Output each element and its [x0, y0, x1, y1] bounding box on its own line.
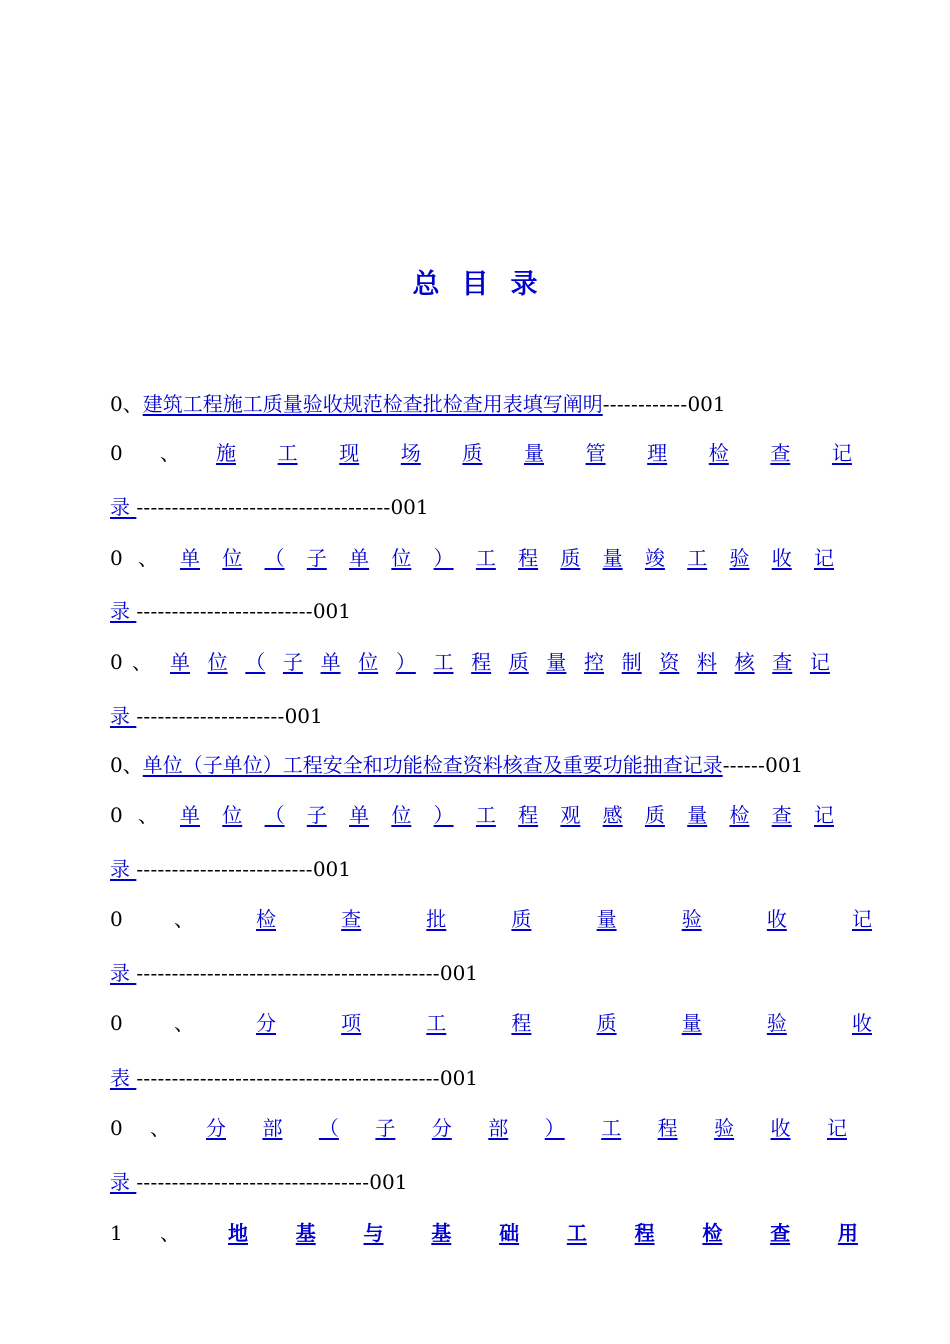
entry-separator: 、 — [138, 546, 158, 570]
toc-link[interactable]: 地 基 与 基 础 工 程 检 查 用 — [228, 1221, 858, 1245]
toc-entry — [110, 391, 726, 417]
page-number: 001 — [687, 392, 726, 416]
dash-leader: ------------------------------------------- — [136, 1066, 440, 1090]
toc-link[interactable]: 单位（子单位）工程安全和功能检查资料核查及重要功能抽查记录 — [142, 753, 723, 777]
entry-number: 0 — [110, 441, 123, 465]
toc-entry-continuation — [110, 960, 478, 986]
page-number: 001 — [284, 704, 323, 728]
entry-separator: 、 — [174, 1011, 194, 1035]
entry-number: 0 — [110, 650, 123, 674]
toc-entry — [110, 1010, 910, 1036]
toc-entry — [110, 649, 868, 675]
toc-entry — [110, 545, 872, 571]
toc-entry — [110, 752, 803, 778]
entry-number: 0 — [110, 546, 123, 570]
toc-entry-continuation — [110, 856, 351, 882]
page-number: 001 — [312, 857, 351, 881]
toc-link[interactable]: 分 部 （ 子 分 部 ） 工 程 验 收 记 — [206, 1116, 847, 1140]
toc-link[interactable]: 单 位 （ 子 单 位 ） 工 程 观 感 质 量 检 查 记 — [180, 803, 834, 827]
page-number: 001 — [369, 1170, 408, 1194]
toc-link[interactable]: 单 位 （ 子 单 位 ） 工 程 质 量 控 制 资 料 核 查 记 — [170, 650, 830, 674]
entry-number: 1 — [110, 1221, 123, 1245]
toc-link[interactable]: 单 位 （ 子 单 位 ） 工 程 质 量 竣 工 验 收 记 — [180, 546, 834, 570]
toc-entry-continuation — [110, 598, 351, 624]
entry-number: 0 — [110, 1116, 123, 1140]
page-number: 001 — [312, 599, 351, 623]
dash-leader: ------------------------------------ — [136, 495, 391, 519]
title-char: 目 — [461, 269, 489, 300]
toc-link[interactable]: 录 — [110, 857, 130, 881]
entry-number: 0 — [110, 907, 123, 931]
entry-separator: 、 — [150, 1116, 170, 1140]
toc-entry-continuation — [110, 1169, 407, 1195]
toc-entry — [110, 440, 890, 466]
toc-link[interactable]: 录 — [110, 1170, 130, 1194]
entry-number: 0 — [110, 753, 123, 777]
toc-entry — [110, 1115, 885, 1141]
dash-leader: --------------------------------- — [136, 1170, 370, 1194]
title-char: 总 — [412, 269, 440, 300]
toc-link[interactable]: 录 — [110, 495, 130, 519]
dash-leader: --------------------- — [136, 704, 285, 728]
toc-link[interactable]: 录 — [110, 599, 130, 623]
entry-separator: 、 — [160, 441, 180, 465]
toc-link[interactable]: 分 项 工 程 质 量 验 收 — [256, 1011, 872, 1035]
entry-separator: 、 — [160, 1221, 180, 1245]
toc-entry-continuation — [110, 494, 429, 520]
toc-link[interactable]: 表 — [110, 1066, 130, 1090]
toc-entry-continuation — [110, 1065, 478, 1091]
entry-separator: 、 — [132, 650, 152, 674]
toc-section-entry — [110, 1220, 896, 1246]
page-number: 001 — [439, 1066, 479, 1090]
entry-separator: 、 — [138, 803, 158, 827]
page-number: 001 — [765, 753, 804, 777]
entry-number: 0 — [110, 803, 123, 827]
dash-leader: ------------------------------------------- — [136, 961, 440, 985]
dash-leader: ------ — [722, 753, 766, 777]
toc-link[interactable]: 施 工 现 场 质 量 管 理 检 查 记 — [216, 441, 852, 465]
entry-separator: 、 — [122, 753, 143, 777]
entry-number: 0 — [110, 392, 123, 416]
toc-entry-continuation — [110, 703, 323, 729]
toc-link[interactable]: 录 — [110, 961, 130, 985]
entry-separator: 、 — [122, 392, 143, 416]
title-char: 录 — [510, 269, 538, 300]
dash-leader: ------------ — [602, 392, 688, 416]
toc-link[interactable]: 录 — [110, 704, 130, 728]
entry-separator: 、 — [174, 907, 194, 931]
toc-entry — [110, 906, 910, 932]
page-number: 001 — [439, 961, 479, 985]
dash-leader: ------------------------- — [136, 599, 313, 623]
toc-link[interactable]: 检 查 批 质 量 验 收 记 — [256, 907, 872, 931]
entry-number: 0 — [110, 1011, 123, 1035]
dash-leader: ------------------------- — [136, 857, 313, 881]
toc-entry — [110, 802, 872, 828]
page-number: 001 — [390, 495, 429, 519]
toc-link[interactable]: 建筑工程施工质量验收规范检查批检查用表填写阐明 — [142, 392, 603, 416]
page-title — [0, 262, 950, 301]
